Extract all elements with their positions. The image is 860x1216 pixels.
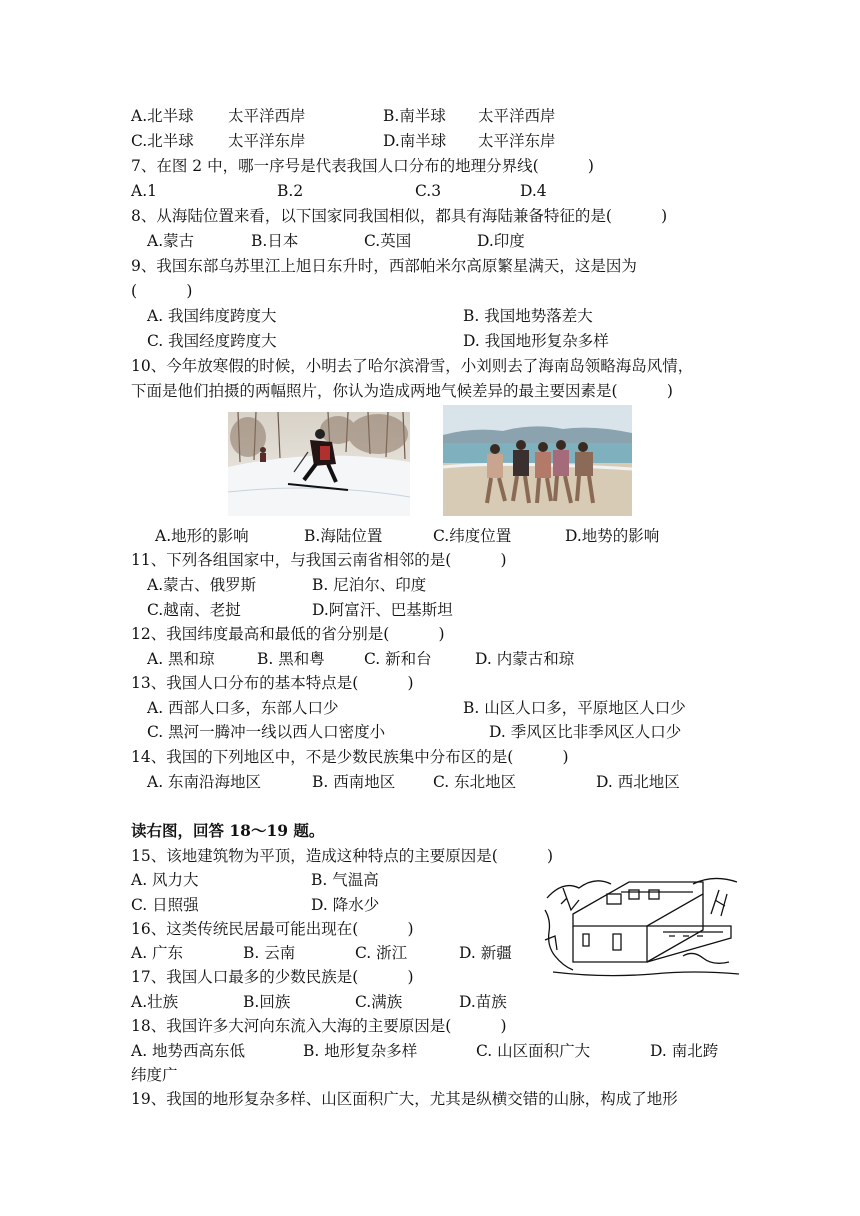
q14-option-b: B. 西南地区: [312, 773, 396, 791]
q18-option-a: A. 地势西高东低: [131, 1042, 246, 1060]
q15-option-c: C. 日照强: [131, 896, 199, 914]
q10-option-a: A.地形的影响: [155, 527, 249, 545]
q13-option-d: D. 季风区比非季风区人口少: [489, 723, 682, 741]
q9-option-d: D. 我国地形复杂多样: [463, 332, 609, 350]
q15-option-b: B. 气温高: [311, 871, 379, 889]
q7-stem: 7、在图 2 中，哪一序号是代表我国人口分布的地理分界线( ): [131, 157, 594, 175]
q8-option-b: B.日本: [251, 232, 299, 250]
q14-option-c: C. 东北地区: [433, 773, 517, 791]
q18-option-d: D. 南北跨: [650, 1042, 719, 1060]
q16-option-a: A. 广东: [131, 944, 184, 962]
q9-stem-line2: ( ): [131, 282, 193, 300]
q6-option-b: B.南半球: [383, 107, 446, 125]
q9-stem-line1: 9、我国东部乌苏里江上旭日东升时，西部帕米尔高原繁星满天，这是因为: [131, 257, 637, 275]
q8-option-c: C.英国: [364, 232, 412, 250]
q10-option-c: C.纬度位置: [433, 527, 512, 545]
q16-option-c: C. 浙江: [355, 944, 408, 962]
q10-stem-line2: 下面是他们拍摄的两幅照片，你认为造成两地气候差异的最主要因素是( ): [131, 382, 673, 400]
q18-option-c: C. 山区面积广大: [476, 1042, 591, 1060]
q13-option-c: C. 黑河一腾冲一线以西人口密度小: [147, 723, 386, 741]
q18-stem: 18、我国许多大河向东流入大海的主要原因是( ): [131, 1017, 507, 1035]
q6-option-d: D.南半球: [383, 132, 447, 150]
q8-stem: 8、从海陆位置来看，以下国家同我国相似，都具有海陆兼备特征的是( ): [131, 207, 668, 225]
q11-option-d: D.阿富汗、巴基斯坦: [312, 601, 453, 619]
q9-option-a: A. 我国纬度跨度大: [147, 307, 277, 325]
q6-option-a-text: 太平洋西岸: [228, 107, 306, 125]
q11-stem: 11、下列各组国家中，与我国云南省相邻的是( ): [131, 551, 507, 569]
q17-stem: 17、我国人口最多的少数民族是( ): [131, 968, 414, 986]
q12-option-b: B. 黑和粤: [257, 650, 325, 668]
beach-photo: [443, 405, 632, 516]
ski-photo: [228, 412, 410, 516]
q7-option-b: B.2: [277, 182, 304, 200]
q17-option-d: D.苗族: [459, 993, 507, 1011]
q12-stem: 12、我国纬度最高和最低的省分别是( ): [131, 625, 445, 643]
q13-option-a: A. 西部人口多，东部人口少: [147, 699, 339, 717]
q6-option-c-text: 太平洋东岸: [228, 132, 306, 150]
q7-option-d: D.4: [520, 182, 547, 200]
q18-option-d-continued: 纬度广: [131, 1066, 178, 1084]
q8-option-a: A.蒙古: [147, 232, 195, 250]
q6-option-d-text: 太平洋东岸: [478, 132, 556, 150]
q8-option-d: D.印度: [477, 232, 525, 250]
q17-option-c: C.满族: [355, 993, 403, 1011]
q19-stem: 19、我国的地形复杂多样、山区面积广大，尤其是纵横交错的山脉，构成了地形: [131, 1090, 678, 1108]
q10-option-b: B.海陆位置: [304, 527, 383, 545]
q14-option-a: A. 东南沿海地区: [147, 773, 262, 791]
q9-option-c: C. 我国经度跨度大: [147, 332, 277, 350]
q11-option-b: B. 尼泊尔、印度: [312, 576, 427, 594]
q16-option-b: B. 云南: [243, 944, 296, 962]
q13-stem: 13、我国人口分布的基本特点是( ): [131, 674, 414, 692]
q6-option-b-text: 太平洋西岸: [478, 107, 556, 125]
q16-stem: 16、这类传统民居最可能出现在( ): [131, 920, 414, 938]
q17-option-a: A.壮族: [131, 993, 179, 1011]
q7-option-a: A.1: [131, 182, 157, 200]
q13-option-b: B. 山区人口多，平原地区人口少: [463, 699, 686, 717]
q12-option-c: C. 新和台: [364, 650, 432, 668]
q15-stem: 15、该地建筑物为平顶，造成这种特点的主要原因是( ): [131, 847, 554, 865]
q6-option-c: C.北半球: [131, 132, 194, 150]
flat-roof-house-drawing: [543, 870, 743, 982]
q11-option-c: C.越南、老挝: [147, 601, 241, 619]
q17-option-b: B.回族: [243, 993, 291, 1011]
q6-option-a: A.北半球: [131, 107, 194, 125]
q15-option-a: A. 风力大: [131, 871, 199, 889]
q10-option-d: D.地势的影响: [565, 527, 660, 545]
q18-option-b: B. 地形复杂多样: [303, 1042, 418, 1060]
q10-stem-line1: 10、今年放寒假的时候，小明去了哈尔滨滑雪，小刘则去了海南岛领略海岛风情，: [131, 357, 694, 375]
q12-option-d: D. 内蒙古和琼: [475, 650, 575, 668]
q14-stem: 14、我国的下列地区中，不是少数民族集中分布区的是( ): [131, 748, 569, 766]
q15-option-d: D. 降水少: [311, 896, 380, 914]
q7-option-c: C.3: [415, 182, 442, 200]
q16-option-d: D. 新疆: [459, 944, 512, 962]
q14-option-d: D. 西北地区: [596, 773, 680, 791]
q11-option-a: A.蒙古、俄罗斯: [147, 576, 257, 594]
q12-option-a: A. 黑和琼: [147, 650, 215, 668]
section-heading: 读右图，回答 18～19 题。: [131, 821, 325, 840]
q9-option-b: B. 我国地势落差大: [463, 307, 593, 325]
